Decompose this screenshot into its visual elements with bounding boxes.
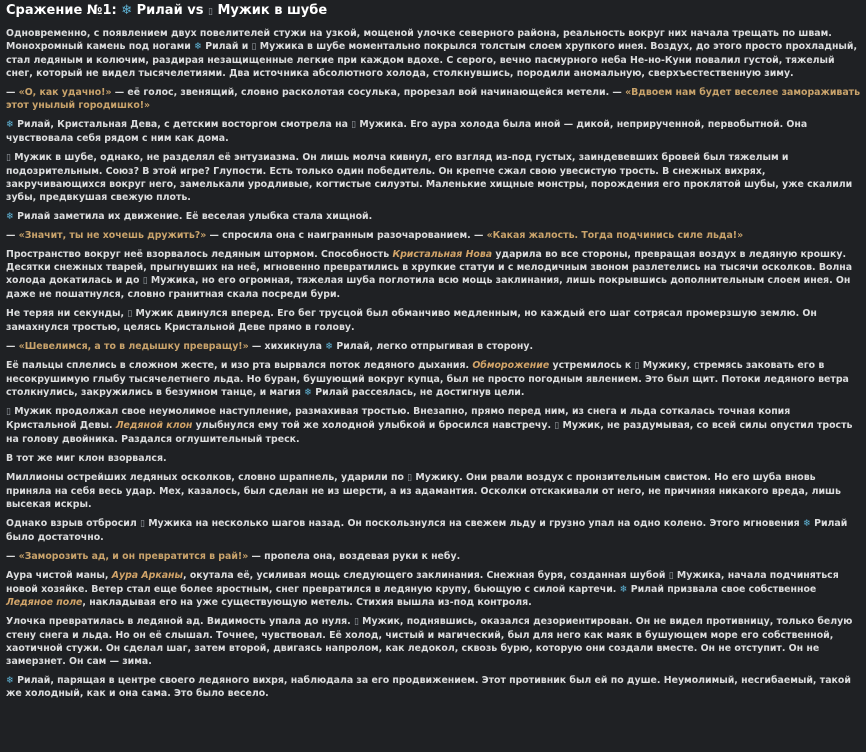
coat-icon: ▯ bbox=[6, 153, 11, 163]
coat-icon: ▯ bbox=[142, 276, 148, 286]
narration-text: — bbox=[6, 551, 19, 562]
coat-icon: ▯ bbox=[127, 309, 133, 319]
snowflake-icon: ❄ bbox=[304, 387, 313, 398]
narration-text: Аура чистой маны, bbox=[6, 570, 112, 581]
coat-icon: ▯ bbox=[668, 571, 674, 581]
story-paragraph bbox=[6, 307, 860, 334]
snowflake-icon: ❄ bbox=[6, 119, 14, 130]
snowflake-icon: ❄ bbox=[194, 41, 202, 52]
story-paragraph bbox=[6, 359, 860, 399]
narration-text: — bbox=[6, 87, 19, 98]
narration-text: Мужик продолжал свое неумолимое наступление, размахивая тростью. Внезапно, прямо перед ним, из снега и льда соткалась точная копия Кристальной Девы. bbox=[6, 406, 791, 431]
narration-text: Мужика в шубе моментально покрылся толстым слоем хрупкого инея. Воздух, до этого просто прохладный, стал ледяным и колючим, раздирая незащищенные легкие при каждом вдохе. С серого, вечно пасмурного неба Не-но-Куни повалил густой, тяжелый снег, который не видел тысячелетиями. Два источника абсолютного холода, столкнувшись, породили аномальную, сверхъестественную зиму. bbox=[6, 41, 858, 79]
narration-text: Рилай, Кристальная Дева, с детским восторгом смотрела на bbox=[13, 119, 352, 130]
title-vs: vs bbox=[187, 3, 204, 18]
narration-text: — её голос, звенящий, словно расколотая сосулька, прорезал вой начинающейся метели. — bbox=[111, 87, 626, 98]
coat-icon: ▯ bbox=[351, 120, 357, 130]
story-paragraph bbox=[6, 86, 860, 112]
narration-text: Мужика, но его огромная, тяжелая шуба поглотила всю мощь заклинания, лишь покрывшись дополнительным слоем инея. Он даже не пошатнулся, словно гранитная скала посреди бури. bbox=[6, 275, 851, 300]
coat-icon: ▯ bbox=[140, 519, 145, 529]
story-paragraph bbox=[6, 569, 860, 609]
narration-text: — пропела она, воздевая руки к небу. bbox=[248, 551, 461, 562]
narration-text: Пространство вокруг неё взорвалось ледяным штормом. Способность bbox=[6, 249, 393, 260]
ability-name: Обморожение bbox=[472, 360, 550, 371]
narration-text: Мужика. Его аура холода была иной — дикой, неприрученной, первобытной. Она чувствовала себя рядом с ним как дома. bbox=[6, 119, 808, 144]
ability-name: Кристальная Нова bbox=[392, 249, 493, 260]
ability-name: Ледяной клон bbox=[115, 420, 193, 431]
narration-text: Рилай рассеялась, не достигнув цели. bbox=[312, 387, 525, 398]
dialogue-quote: «О, как удачно!» bbox=[18, 87, 112, 98]
story-paragraph bbox=[6, 229, 860, 242]
story-paragraph bbox=[6, 405, 860, 446]
coat-icon: ▯ bbox=[353, 617, 359, 627]
title-name-1: Рилай bbox=[132, 3, 188, 18]
ability-name: Ледяное поле bbox=[6, 597, 83, 608]
narration-text: — хихикнула bbox=[248, 341, 326, 352]
title-name-2: Мужик в шубе bbox=[212, 3, 328, 18]
dialogue-quote: «Значит, ты не хочешь дружить?» bbox=[18, 230, 207, 241]
snowflake-icon: ❄ bbox=[6, 675, 14, 686]
coat-icon: ▯ bbox=[407, 473, 413, 483]
narration-text: Рилай и bbox=[201, 41, 252, 52]
story-paragraph bbox=[6, 151, 860, 204]
narration-text: Рилай, легко отпрыгивая в сторону. bbox=[333, 341, 534, 352]
story-paragraph bbox=[6, 27, 860, 80]
story-body bbox=[6, 27, 860, 700]
narration-text: Рилай было достаточно. bbox=[6, 518, 848, 543]
story-paragraph bbox=[6, 340, 860, 353]
narration-text: Мужика, начала подчиняться новой хозяйке. Ветер стал еще более яростным, снег превратился в ледяную крупу, бьющую с силой картечи. bbox=[6, 570, 839, 595]
coat-icon: ▯ bbox=[251, 42, 257, 52]
ability-name: Аура Арканы bbox=[111, 570, 183, 581]
narration-text: Мужик, поднявшись, оказался дезориентирован. Он не видел противницу, только белую стену снега и льда. Но он её слышал. Точнее, чувствовал. Её холод, чистый и магический, был для него как маяк в бушующем море его собственной, хаотичной стужи. Он сделал шаг, затем второй, двигаясь напролом, как ледокол, сквозь бурю, которую они создали вместе. Он не отступит. Он не замерзнет. Он сам — зима. bbox=[6, 616, 853, 667]
narration-text: Мужику. Они рвали воздух с пронзительным свистом. Но его шуба вновь приняла на себя весь удар. Мех, казалось, был сделан не из шерсти, а из адамантия. Осколки отскакивали от него, не причиняя никакого вреда, лишь высекая искры. bbox=[6, 472, 841, 510]
narration-text: — bbox=[6, 230, 19, 241]
narration-text: Мужик двинулся вперед. Его бег трусцой был обманчиво медленным, но каждый его шаг сотрясал промерзшую землю. Он замахнулся тростью, целясь Кристальной Деве прямо в голову. bbox=[6, 308, 817, 333]
story-paragraph bbox=[6, 674, 860, 700]
narration-text: Рилай призвала свое собственное bbox=[627, 584, 817, 595]
title-prefix: Сражение №1: bbox=[6, 3, 122, 18]
story-paragraph bbox=[6, 210, 860, 223]
narration-text: Улочка превратилась в ледяной ад. Видимость упала до нуля. bbox=[6, 616, 354, 627]
snowflake-icon: ❄ bbox=[619, 584, 628, 595]
narration-text: улыбнулся ему той же холодной улыбкой и бросился навстречу. bbox=[192, 420, 555, 431]
dialogue-quote: «Шевелимся, а то в ледышку превращу!» bbox=[18, 341, 249, 352]
coat-icon: ▯ bbox=[634, 361, 640, 371]
narration-text: Рилай заметила их движение. Её веселая улыбка стала хищной. bbox=[13, 211, 373, 222]
story-paragraph bbox=[6, 615, 860, 668]
coat-icon: ▯ bbox=[554, 421, 560, 431]
story-paragraph bbox=[6, 452, 860, 465]
story-paragraph bbox=[6, 517, 860, 544]
narration-text: Не теряя ни секунды, bbox=[6, 308, 128, 319]
narration-text: Рилай, парящая в центре своего ледяного вихря, наблюдала за его продвижением. Этот противник был ей по душе. Неумолимый, несгибаемый, такой же холодный, как и она сама. Это было весело. bbox=[6, 675, 851, 699]
dialogue-quote: «Заморозить ад, и он превратится в рай!» bbox=[18, 551, 249, 562]
story-paragraph bbox=[6, 248, 860, 301]
battle-title bbox=[6, 2, 860, 21]
narration-text: В тот же миг клон взорвался. bbox=[6, 453, 167, 464]
dialogue-quote: «Вдвоем нам будет веселее замораживать этот унылый городишко!» bbox=[6, 87, 861, 111]
narration-text: , окутала её, усиливая мощь следующего заклинания. Снежная буря, созданная шубой bbox=[183, 570, 669, 581]
narration-text: Однако взрыв отбросил bbox=[6, 518, 141, 529]
narration-text: Мужика на несколько шагов назад. Он поскользнулся на свежем льду и грузно упал на одно колено. Этого мгновения bbox=[144, 518, 803, 529]
snowflake-icon: ❄ bbox=[6, 211, 14, 222]
story-paragraph bbox=[6, 550, 860, 563]
coat-icon: ▯ bbox=[207, 7, 213, 17]
story-paragraph bbox=[6, 471, 860, 511]
narration-text: Её пальцы сплелись в сложном жесте, и изо рта вырвался поток ледяного дыхания. bbox=[6, 360, 473, 371]
coat-icon: ▯ bbox=[6, 407, 11, 417]
snowflake-icon: ❄ bbox=[802, 518, 811, 529]
snowflake-icon: ❄ bbox=[121, 3, 133, 18]
narration-text: — bbox=[6, 341, 19, 352]
narration-text: ударила во все стороны, превращая воздух в ледяную крошку. Десятки снежных тварей, прыгнувших на неё, мгновенно превратились в хрупкие статуи и с мелодичным звоном разлетелись на тысячи осколков. Волна холода докатилась и до bbox=[6, 249, 853, 286]
narration-text: — спросила она с наигранным разочарованием. — bbox=[206, 230, 487, 241]
dialogue-quote: «Какая жалость. Тогда подчинись силе льда!» bbox=[486, 230, 744, 241]
story-paragraph bbox=[6, 118, 860, 145]
narration-text: устремилось к bbox=[549, 360, 635, 371]
narration-text: Одновременно, с появлением двух повелителей стужи на узкой, мощеной улочке северного района, реальность вокруг них начала трещать по швам. Монохромный камень под ногами bbox=[6, 28, 832, 52]
narration-text: Миллионы острейших ледяных осколков, словно шрапнель, ударили по bbox=[6, 472, 408, 483]
narration-text: , накладывая его на уже существующую метель. Стихия вышла из-под контроля. bbox=[82, 597, 532, 608]
narration-text: Мужик, не раздумывая, со всей силы опустил трость на голову двойника. Раздался оглушительный треск. bbox=[6, 420, 853, 445]
narration-text: Мужик в шубе, однако, не разделял её энтузиазма. Он лишь молча кивнул, его взгляд из-под густых, заиндевевших бровей был тяжелым и подозрительным. Союз? В этой игре? Глупости. Есть только один победитель. Он крепче сжал свою увесистую трость. В снежных вихрях, закручивающихся вокруг него, замелькали уродливые, когтистые силуэты. Маленькие хищные монстры, порождения его проклятой шубы, уже скалили зубы, предвкушая свежую плоть. bbox=[6, 152, 853, 203]
snowflake-icon: ❄ bbox=[325, 341, 334, 352]
narration-text: Мужику, стремясь заковать его в несокрушимую глыбу тысячелетнего льда. Но буран, бушующий вокруг купца, был не просто погодным явлением. Это был щит. Потоки ледяного ветра столкнулись, закружились в безумном танце, и магия bbox=[6, 360, 849, 398]
